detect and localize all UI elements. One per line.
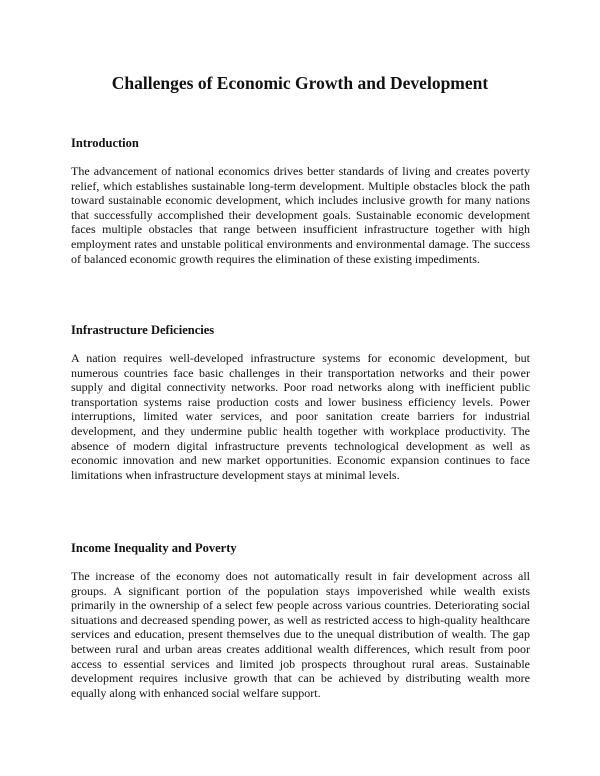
section-body-infrastructure: A nation requires well-developed infrastructure systems for economic development, but numerous countries face basic challenges in their transportation networks and their power supply and digital connectivity networks. Poor road networks along with inefficient public transportation systems raise production costs and lower business efficiency levels. Power interruptions, limited water services, and poor sanitation create barriers for industrial development, and they undermine public health together with workplace productivity. The absence of modern digital infrastructure prevents technological development as well as economic innovation and new market opportunities. Economic expansion continues to face limitations when infrastructure development stays at minimal levels. bbox=[71, 351, 530, 482]
section-heading-introduction: Introduction bbox=[71, 136, 139, 150]
document-title: Challenges of Economic Growth and Development bbox=[111, 73, 489, 93]
section-heading-inequality: Income Inequality and Poverty bbox=[71, 541, 237, 555]
section-body-introduction: The advancement of national economics drives better standards of living and creates poverty relief, which establishes sustainable long-term development. Multiple obstacles block the path toward sustainable economic development, which includes inclusive growth for many nations that successfully accomplished their development goals. Sustainable economic development faces multiple obstacles that range between insufficient infrastructure together with high employment rates and unstable political environments and environmental damage. The success of balanced economic growth requires the elimination of these existing impediments. bbox=[71, 164, 530, 266]
section-body-inequality: The increase of the economy does not automatically result in fair development across all groups. A significant portion of the population stays impoverished while wealth exists primarily in the ownership of a select few people across various countries. Deteriorating social situations and decreased spending power, as well as restricted access to high-quality healthcare services and education, present themselves due to the unequal distribution of wealth. The gap between rural and urban areas creates additional wealth differences, which result from poor access to essential services and limited job prospects throughout rural areas. Sustainable development requires inclusive growth that can be achieved by distributing wealth more equally along with enhanced social welfare support. bbox=[71, 569, 530, 700]
section-heading-infrastructure: Infrastructure Deficiencies bbox=[71, 323, 215, 337]
